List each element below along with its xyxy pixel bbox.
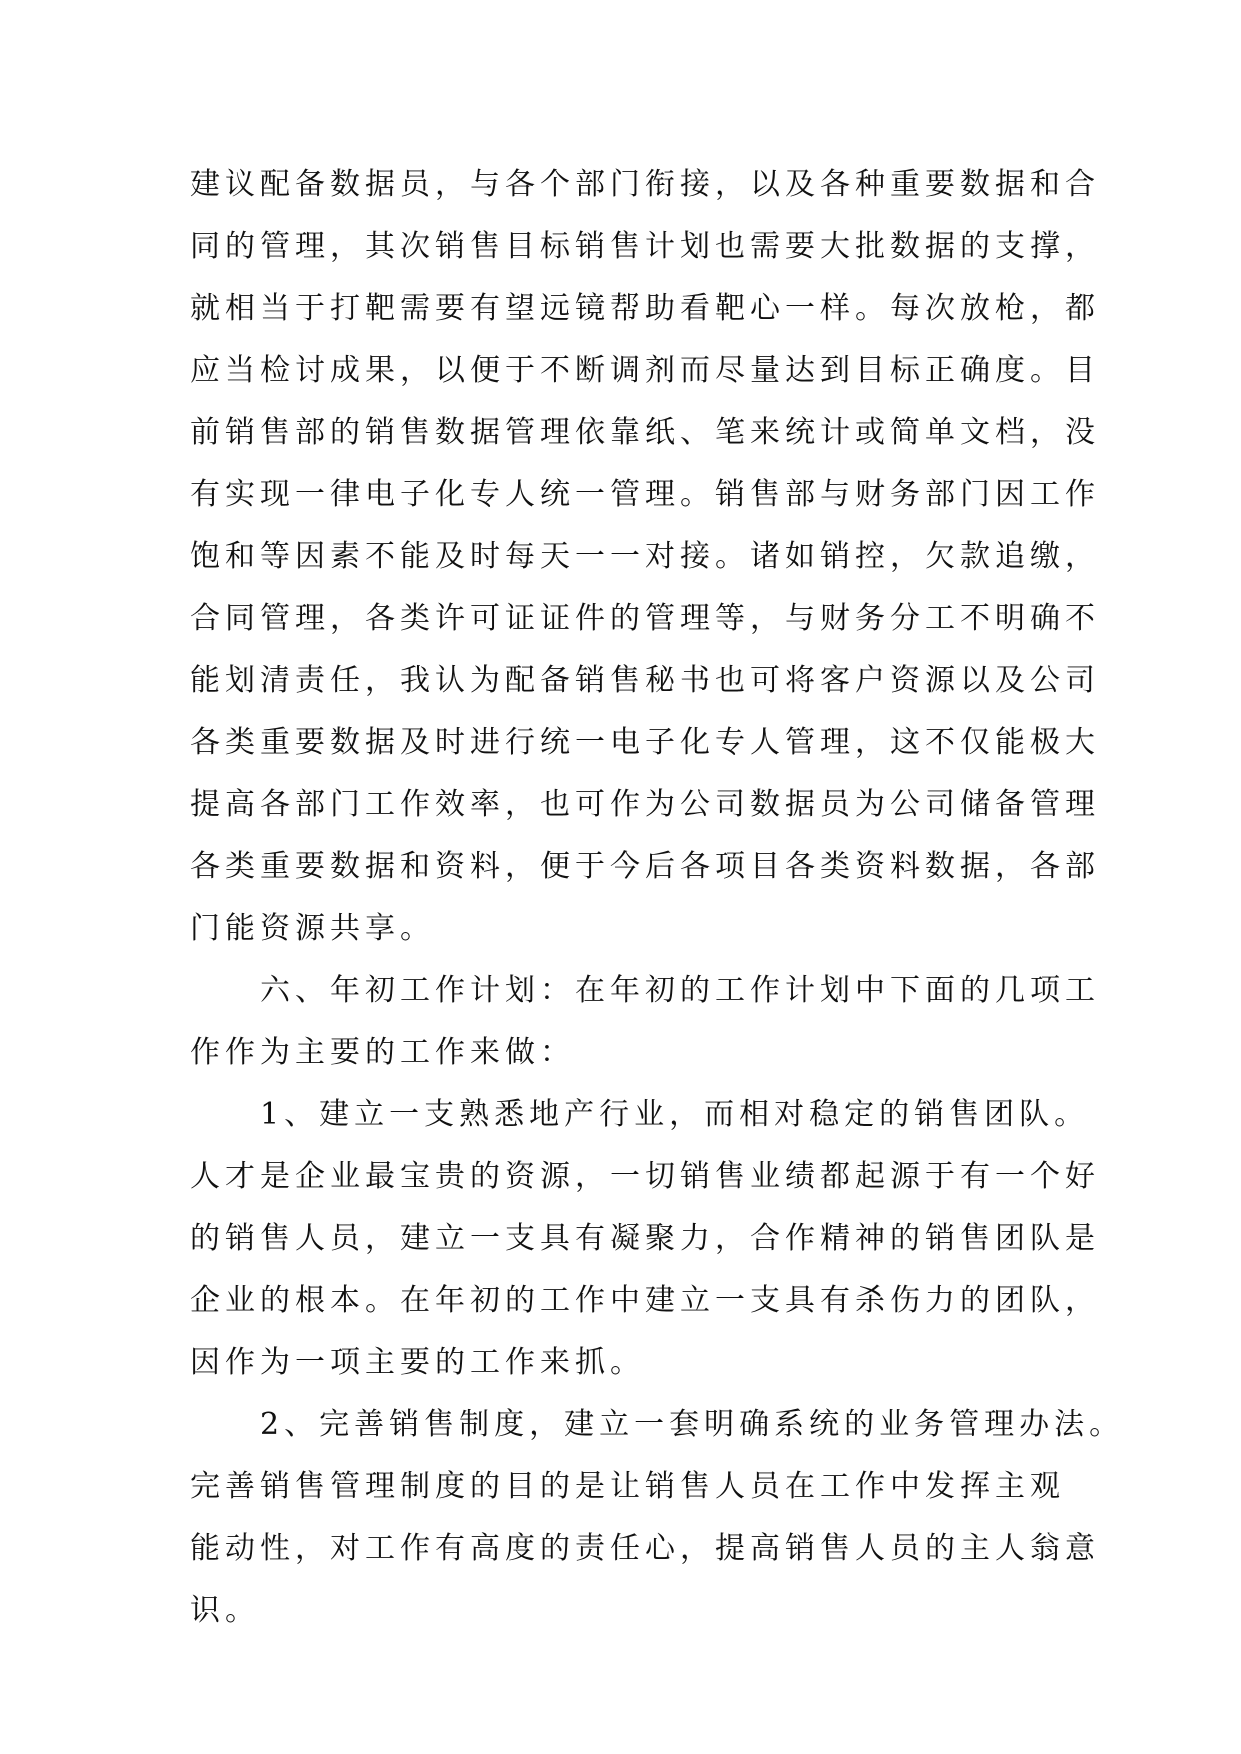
text-line: 作作为主要的工作来做： — [190, 1035, 575, 1070]
text-line: 各类重要数据及时进行统一电子化专人管理，这不仅能极大 — [190, 725, 1100, 760]
text-line: 的销售人员，建立一支具有凝聚力，合作精神的销售团队是 — [190, 1221, 1100, 1256]
text-line: 企业的根本。在年初的工作中建立一支具有杀伤力的团队， — [190, 1283, 1100, 1318]
text-line: 人才是企业最宝贵的资源，一切销售业绩都起源于有一个好 — [190, 1159, 1100, 1194]
text-line: 完善销售管理制度的目的是让销售人员在工作中发挥主观 — [190, 1469, 1065, 1504]
text-line: 建议配备数据员，与各个部门衔接，以及各种重要数据和合 — [190, 167, 1100, 202]
text-line: 有实现一律电子化专人统一管理。销售部与财务部门因工作 — [190, 477, 1100, 512]
text-line: 提高各部门工作效率，也可作为公司数据员为公司储备管理 — [190, 787, 1100, 822]
list-item-line: 2、完善销售制度，建立一套明确系统的业务管理办法。 — [190, 1407, 1125, 1442]
text-line: 应当检讨成果，以便于不断调剂而尽量达到目标正确度。目 — [190, 353, 1100, 388]
text-line: 就相当于打靶需要有望远镜帮助看靶心一样。每次放枪，都 — [190, 291, 1100, 326]
text-line: 前销售部的销售数据管理依靠纸、笔来统计或简单文档，没 — [190, 415, 1100, 450]
text-line: 合同管理，各类许可证证件的管理等，与财务分工不明确不 — [190, 601, 1100, 636]
text-line: 能动性，对工作有高度的责任心，提高销售人员的主人翁意 — [190, 1531, 1100, 1566]
list-item-line: 1、建立一支熟悉地产行业，而相对稳定的销售团队。 — [190, 1097, 1090, 1132]
text-line: 同的管理，其次销售目标销售计划也需要大批数据的支撑， — [190, 229, 1100, 264]
text-line: 因作为一项主要的工作来抓。 — [190, 1345, 645, 1380]
body-text — [190, 154, 1125, 1642]
text-line: 各类重要数据和资料，便于今后各项目各类资料数据，各部 — [190, 849, 1100, 884]
text-line: 能划清责任，我认为配备销售秘书也可将客户资源以及公司 — [190, 663, 1100, 698]
text-line: 饱和等因素不能及时每天一一对接。诸如销控，欠款追缴， — [190, 539, 1100, 574]
text-line: 识。 — [190, 1593, 260, 1628]
section-heading-line: 六、年初工作计划：在年初的工作计划中下面的几项工 — [190, 973, 1100, 1008]
text-line: 门能资源共享。 — [190, 911, 435, 946]
